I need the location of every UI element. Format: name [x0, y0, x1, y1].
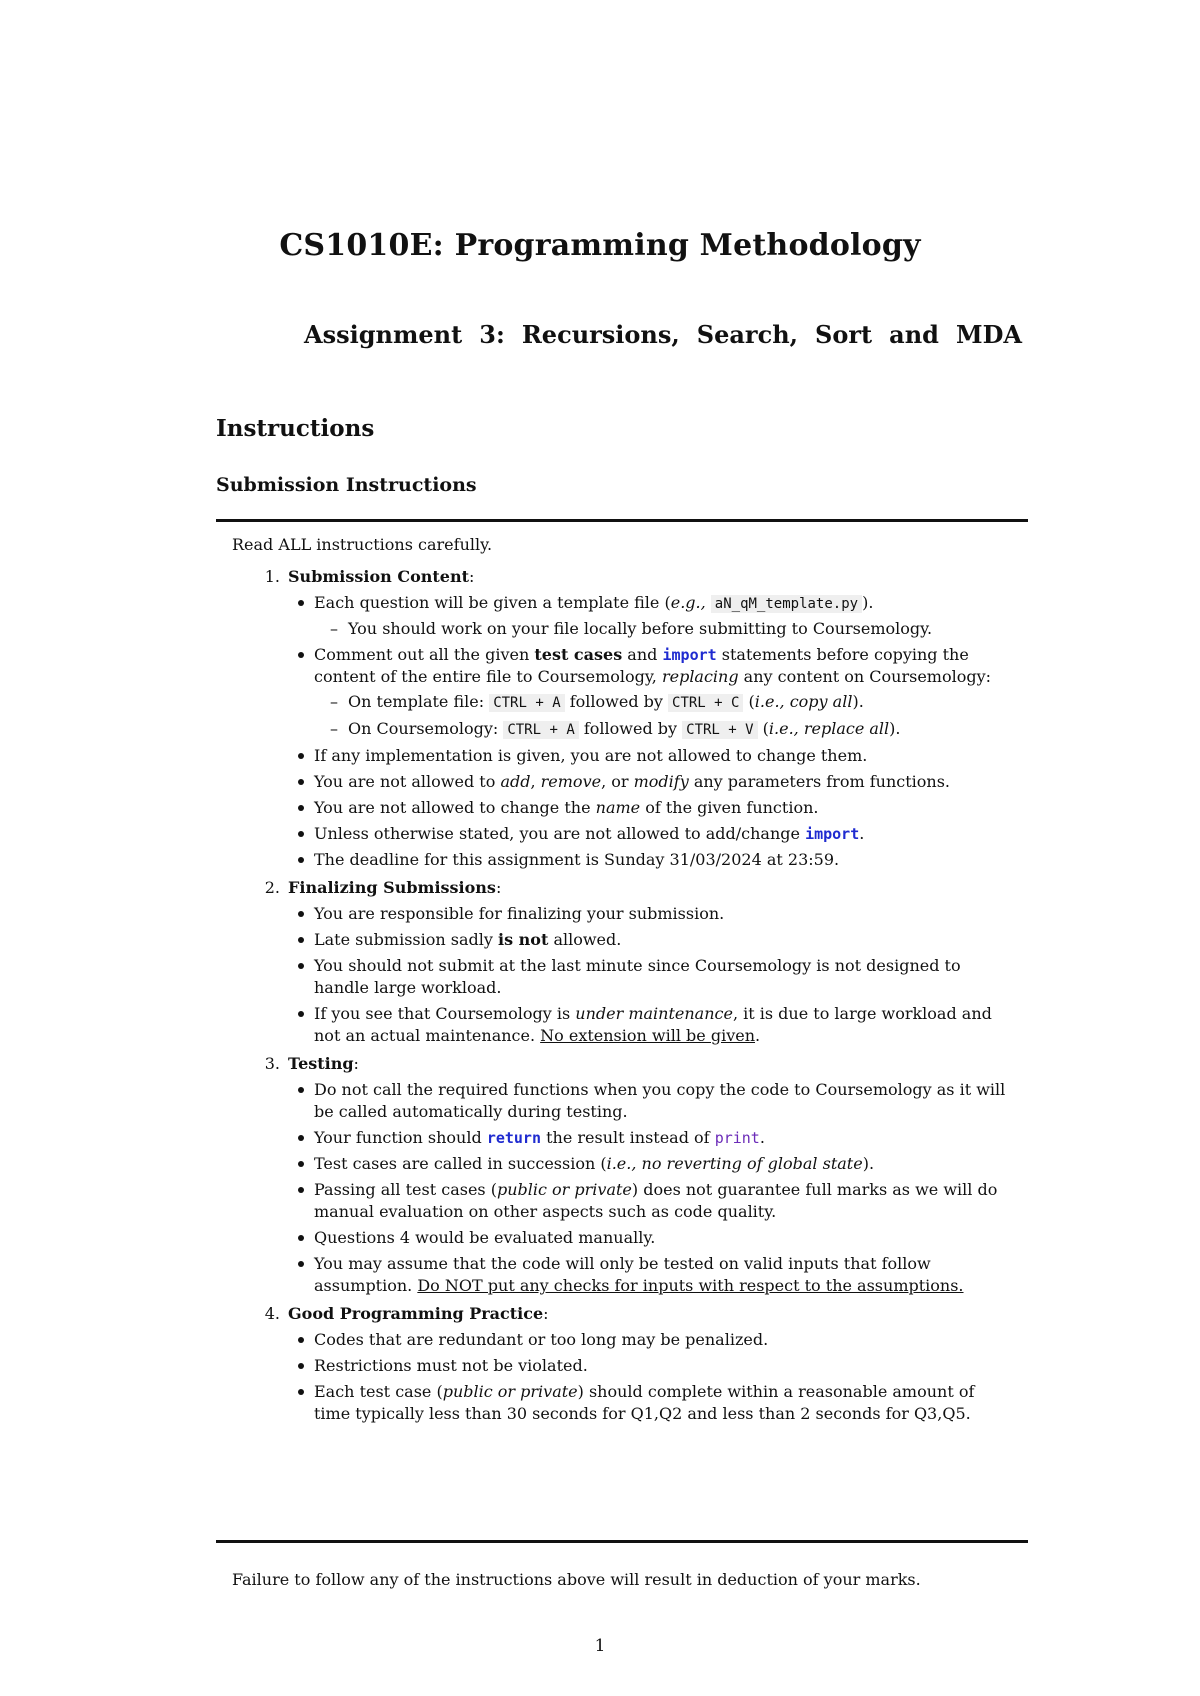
subtitle-word: and: [889, 320, 939, 349]
section-number: 1.: [264, 567, 280, 586]
instruction-section-2: 2. Finalizing Submissions: You are responsible for finalizing your submission. Late submission sadly is not allowed. You should not submit at the last minute since Coursemology is not designed to handle large workload. If you see that Coursemology is under maintenance, it is due to large workload and not an actual maintenance. No extension will be given.: [232, 877, 1012, 1051]
print-keyword: print: [714, 1129, 760, 1147]
page-number: 1: [594, 1636, 606, 1656]
intro-text: Read ALL instructions carefully.: [232, 535, 493, 554]
return-keyword: return: [486, 1129, 541, 1147]
list-item: Test cases are called in succession (i.e., no reverting of global state).: [288, 1153, 1012, 1175]
document-title: CS1010E: Programming Methodology: [279, 228, 921, 263]
section-heading: Instructions: [216, 415, 375, 442]
list-subitem: – You should work on your file locally before submitting to Coursemology.: [314, 618, 1012, 640]
footer-note: Failure to follow any of the instructions above will result in deduction of your marks.: [232, 1570, 921, 1589]
bottom-rule: [216, 1540, 1028, 1543]
section-head: Submission Content: [288, 567, 469, 586]
subtitle-word: MDA: [956, 320, 1022, 349]
list-item: You should not submit at the last minute since Coursemology is not designed to handle large workload.: [288, 955, 1012, 999]
list-item: Comment out all the given test cases and import statements before copying the content of the entire file to Coursemology, replacing any content on Coursemology: – On template file: CTRL + A followed by CTRL + C (i.e., copy all). – On Coursemology: CTRL + A followed by CTRL + V (i.e., replace all).: [288, 644, 1012, 741]
list-item: Late submission sadly is not allowed.: [288, 929, 1012, 951]
list-item: If any implementation is given, you are not allowed to change them.: [288, 745, 1012, 767]
import-keyword: import: [662, 646, 717, 664]
instruction-section-1: 1. Submission Content: Each question will be given a template file (e.g., aN_qM_template.py ). – You should work on your file locally before submitting to Coursemology. Comment out all the given test cases and import statements before copying the content of the entire file to Coursemology, replacing any content on Coursemology: – On template file: CTRL + A followed by CTRL + C (i.e., copy all). – On Coursemology: CTRL + A followed by CTRL + V (i.e., replace all). If any implementation is given, you are not allowed to change them. You are not allowed to add, remove, or modify any parameters from functions. You are not allowed to change the name of the given function. Unless otherwise stated, you are not allowed to add/change import. The deadline for this assignment is Sunday 31/03/2024 at 23:59.: [232, 566, 1012, 875]
keyboard-shortcut: CTRL + C: [668, 694, 743, 712]
top-rule: [216, 519, 1028, 522]
subtitle-word: Search,: [696, 320, 798, 349]
list-item: Unless otherwise stated, you are not allowed to add/change import.: [288, 823, 1012, 845]
list-item: If you see that Coursemology is under maintenance, it is due to large workload and not an actual maintenance. No extension will be given.: [288, 1003, 1012, 1047]
instructions-box: [232, 534, 1012, 1429]
list-item: Your function should return the result instead of print.: [288, 1127, 1012, 1149]
list-item: You are responsible for finalizing your submission.: [288, 903, 1012, 925]
section-head: Good Programming Practice: [288, 1304, 544, 1323]
list-item: The deadline for this assignment is Sunday 31/03/2024 at 23:59.: [288, 849, 1012, 871]
list-item: Codes that are redundant or too long may be penalized.: [288, 1329, 1012, 1351]
section-number: 2.: [264, 878, 280, 897]
subtitle-word: Sort: [815, 320, 873, 349]
list-item: Each test case (public or private) should complete within a reasonable amount of time typically less than 30 seconds for Q1,Q2 and less than 2 seconds for Q3,Q5.: [288, 1381, 1012, 1425]
section-number: 4.: [264, 1304, 280, 1323]
section-head: Finalizing Submissions: [288, 878, 496, 897]
list-item: Restrictions must not be violated.: [288, 1355, 1012, 1377]
subtitle-word: 3:: [479, 320, 505, 349]
subtitle-word: Assignment: [304, 320, 463, 349]
list-item: Each question will be given a template file (e.g., aN_qM_template.py ). – You should work on your file locally before submitting to Coursemology.: [288, 592, 1012, 640]
subtitle-word: Recursions,: [521, 320, 680, 349]
instruction-section-4: 4. Good Programming Practice: Codes that are redundant or too long may be penalized. Restrictions must not be violated. Each test case (public or private) should complete within a reasonable amount of time typically less than 30 seconds for Q1,Q2 and less than 2 seconds for Q3,Q5.: [232, 1303, 1012, 1429]
list-item: You are not allowed to add, remove, or modify any parameters from functions.: [288, 771, 1012, 793]
keyboard-shortcut: CTRL + V: [682, 721, 757, 739]
keyboard-shortcut: CTRL + A: [503, 721, 578, 739]
assignment-subtitle: [304, 320, 1022, 349]
list-item: Questions 4 would be evaluated manually.: [288, 1227, 1012, 1249]
instruction-section-3: 3. Testing: Do not call the required functions when you copy the code to Coursemology as it will be called automatically during testing. Your function should return the result instead of print. Test cases are called in succession (i.e., no reverting of global state). Passing all test cases (public or private) does not guarantee full marks as we will do manual evaluation on other aspects such as code quality. Questions 4 would be evaluated manually. You may assume that the code will only be tested on valid inputs that follow assumption. Do NOT put any checks for inputs with respect to the assumptions.: [232, 1053, 1012, 1301]
list-item: Do not call the required functions when you copy the code to Coursemology as it will be called automatically during testing.: [288, 1079, 1012, 1123]
subsection-heading: Submission Instructions: [216, 474, 477, 496]
template-filename: aN_qM_template.py: [711, 595, 862, 613]
list-item: You are not allowed to change the name of the given function.: [288, 797, 1012, 819]
list-item: Passing all test cases (public or private) does not guarantee full marks as we will do manual evaluation on other aspects such as code quality.: [288, 1179, 1012, 1223]
list-subitem: – On template file: CTRL + A followed by CTRL + C (i.e., copy all).: [314, 691, 1012, 714]
section-head: Testing: [288, 1054, 354, 1073]
keyboard-shortcut: CTRL + A: [489, 694, 564, 712]
list-subitem: – On Coursemology: CTRL + A followed by CTRL + V (i.e., replace all).: [314, 718, 1012, 741]
import-keyword: import: [805, 825, 860, 843]
section-number: 3.: [264, 1054, 280, 1073]
list-item: You may assume that the code will only be tested on valid inputs that follow assumption. Do NOT put any checks for inputs with respect to the assumptions.: [288, 1253, 1012, 1297]
